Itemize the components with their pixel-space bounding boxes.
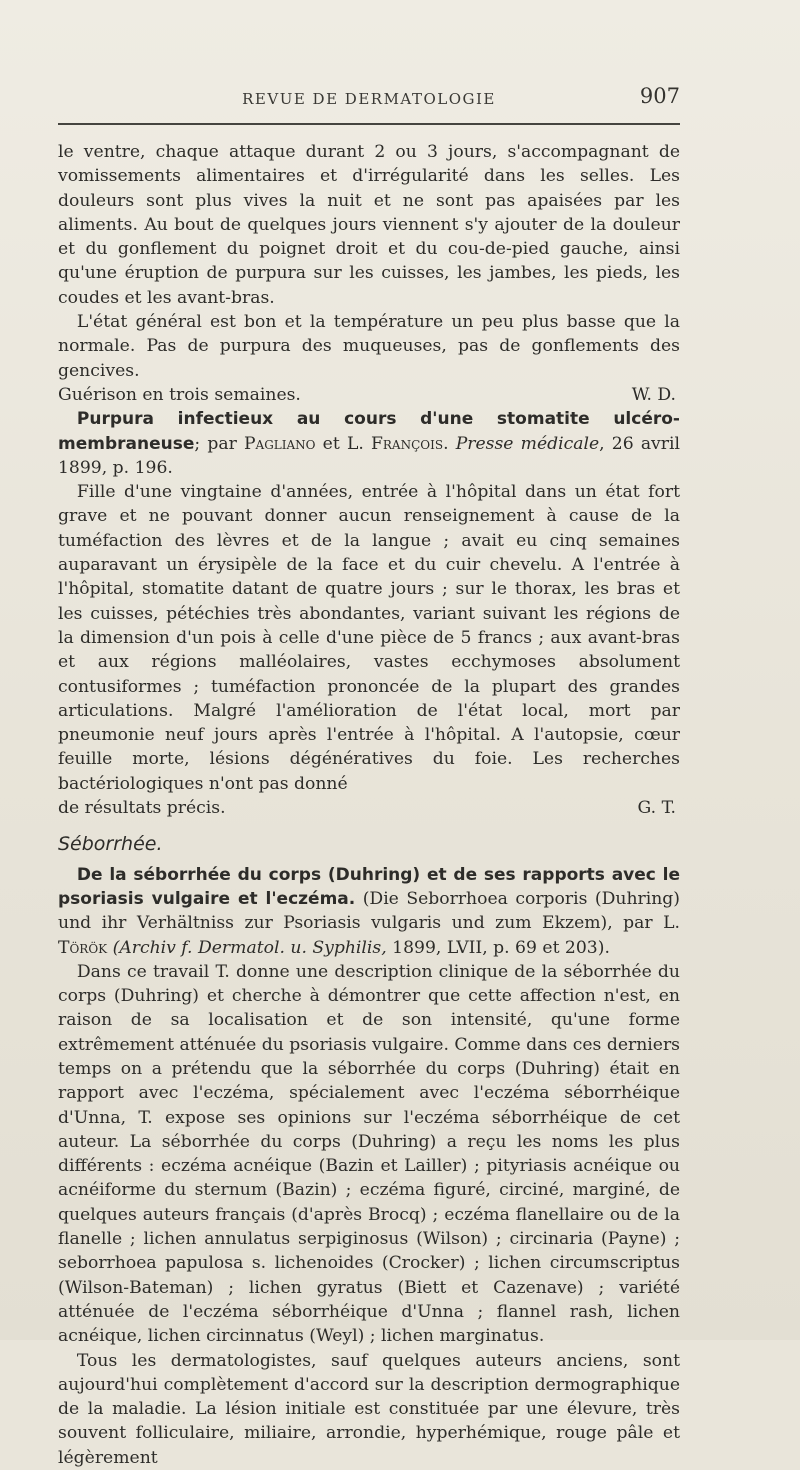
citation-ref: 1899, LVII, p. 69 et 203). [392,937,610,958]
article-title: Purpura infectieux au cours d'une stomatite ulcéro-membraneuse [58,409,680,454]
author-name: Pagliano [243,433,316,454]
author-name: L. François [346,433,444,454]
paragraph-dermatologists: Tous les dermatologistes, sauf quelques auteurs anciens, sont aujourd'hui complètement d'accord sur la description dermographique de la maladie. La lésion initiale est constituée par une élevure, très souvent folliculaire, miliaire, arrondie, hyperhémique, rouge pâle et légèrement [58,1350,680,1468]
paragraph-case-report: Fille d'une vingtaine d'années, entrée à l'hôpital dans un état fort grave et ne pouvant donner aucun renseignement à cause de la tuméfaction des lèvres et de la langue ; avait eu cinq semaines auparavant un érysipèle de la face et du cuir chevelu. A l'entrée à l'hôpital, stomatite datant de quatre jours ; sur le thorax, les bras et les cuisses, pétéchies très abondantes, variant suivant les régions de la dimension d'un pois à celle d'une pièce de 5 francs ; aux avant-bras et aux régions malléolaires, vastes ecchymoses absolument contusiformes ; tuméfaction prononcée de la plupart des grandes articulations. Malgré l'amélioration de l'état local, mort par pneumonie neuf jours après l'entrée à l'hôpital. A l'autopsie, cœur feuille morte, lésions dégénératives du foie. Les recherches bactériologiques n'ont pas donné [58,482,680,794]
article-subtitle: (Die Seborrhoea corporis (Duhring) und ihr Verhältniss zur Psoriasis vulgaris und zum Ekzem), par [58,888,680,934]
journal-name: (Archiv f. Dermatol. u. Syphilis, [112,937,387,958]
paragraph-description: Dans ce travail T. donne une description clinique de la séborrhée du corps (Duhring) et cherche à démontrer que cette affection n'est, en raison de sa localisation et de son intensité, qu'une forme extrêmement atténuée du psoriasis vulgaire. Comme dans ces derniers temps on a prétendu que la séborrhée du corps (Duhring) était en rapport avec l'eczéma, spécialement avec l'eczéma séborrhéique d'Unna, T. expose ses opinions sur l'eczéma séborrhéique de cet auteur. La séborrhée du corps (Duhring) a reçu les noms les plus différents : eczéma acnéique (Bazin et Lailler) ; pityriasis acnéique ou acnéiforme du sternum (Bazin) ; eczéma figuré, circiné, marginé, de quelques auteurs français (d'après Brocq) ; eczéma flanellaire ou de la flanelle ; lichen annulatus serpiginosus (Wilson) ; circinaria (Payne) ; seborrhoea papulosa s. lichenoides (Crocker) ; lichen circumscriptus (Wilson-Bateman) ; lichen gyratus (Biett et Cazenave) ; variété atténuée de l'eczéma séborrhéique d'Unna ; flannel rash, lichen acnéique, lichen circinnatus (Weyl) ; lichen marginatus. [58,961,680,1347]
header-rule [58,123,680,125]
article-heading-purpura: Purpura infectieux au cours d'une stomatite ulcéro-membraneuse; par Pagliano et L. François. Presse médicale, 26 avril 1899, p. 196. [58,409,680,478]
author-name: L. Török [58,913,680,958]
page-number: 907 [639,84,680,108]
section-heading: Séborrhée. [58,833,163,856]
paragraph-continuation: le ventre, chaque attaque durant 2 ou 3 jours, s'accompagnant de vomissements alimentaires et d'irrégularité dans les selles. Les douleurs sont plus vives la nuit et ne sont pas apaisées par les aliments. Au bout de quelques jours viennent s'y ajouter de la douleur et du gonflement du poignet droit et du cou-de-pied gauche, ainsi qu'une éruption de purpura sur les cuisses, les jambes, les pieds, les coudes et les avant-bras. [58,142,680,308]
page-header [58,84,680,114]
article-heading-seborrhee [58,863,680,960]
author-signature-gt: G. T. [637,798,676,819]
journal-name: Presse médicale [455,433,600,454]
running-title: REVUE DE DERMATOLOGIE [242,90,496,108]
signature-line-2 [58,796,680,820]
author-signature-wd: W. D. [631,384,676,405]
paragraph-last-line: de résultats précis. [58,798,226,819]
body-text [58,140,680,1470]
article-title: De la séborrhée du corps (Duhring) et de ses rapports avec le psoriasis vulgaire et l'eczéma. [58,864,680,909]
paragraph-general-state: L'état général est bon et la température un peu plus basse que la normale. Pas de purpura des muqueuses, pas de gonflements des gencives. [58,312,680,381]
signature-line-1 [58,383,680,407]
citation-ref: , 26 avril 1899, p. 196. [58,433,680,478]
paragraph-last-line: Guérison en trois semaines. [58,384,301,405]
